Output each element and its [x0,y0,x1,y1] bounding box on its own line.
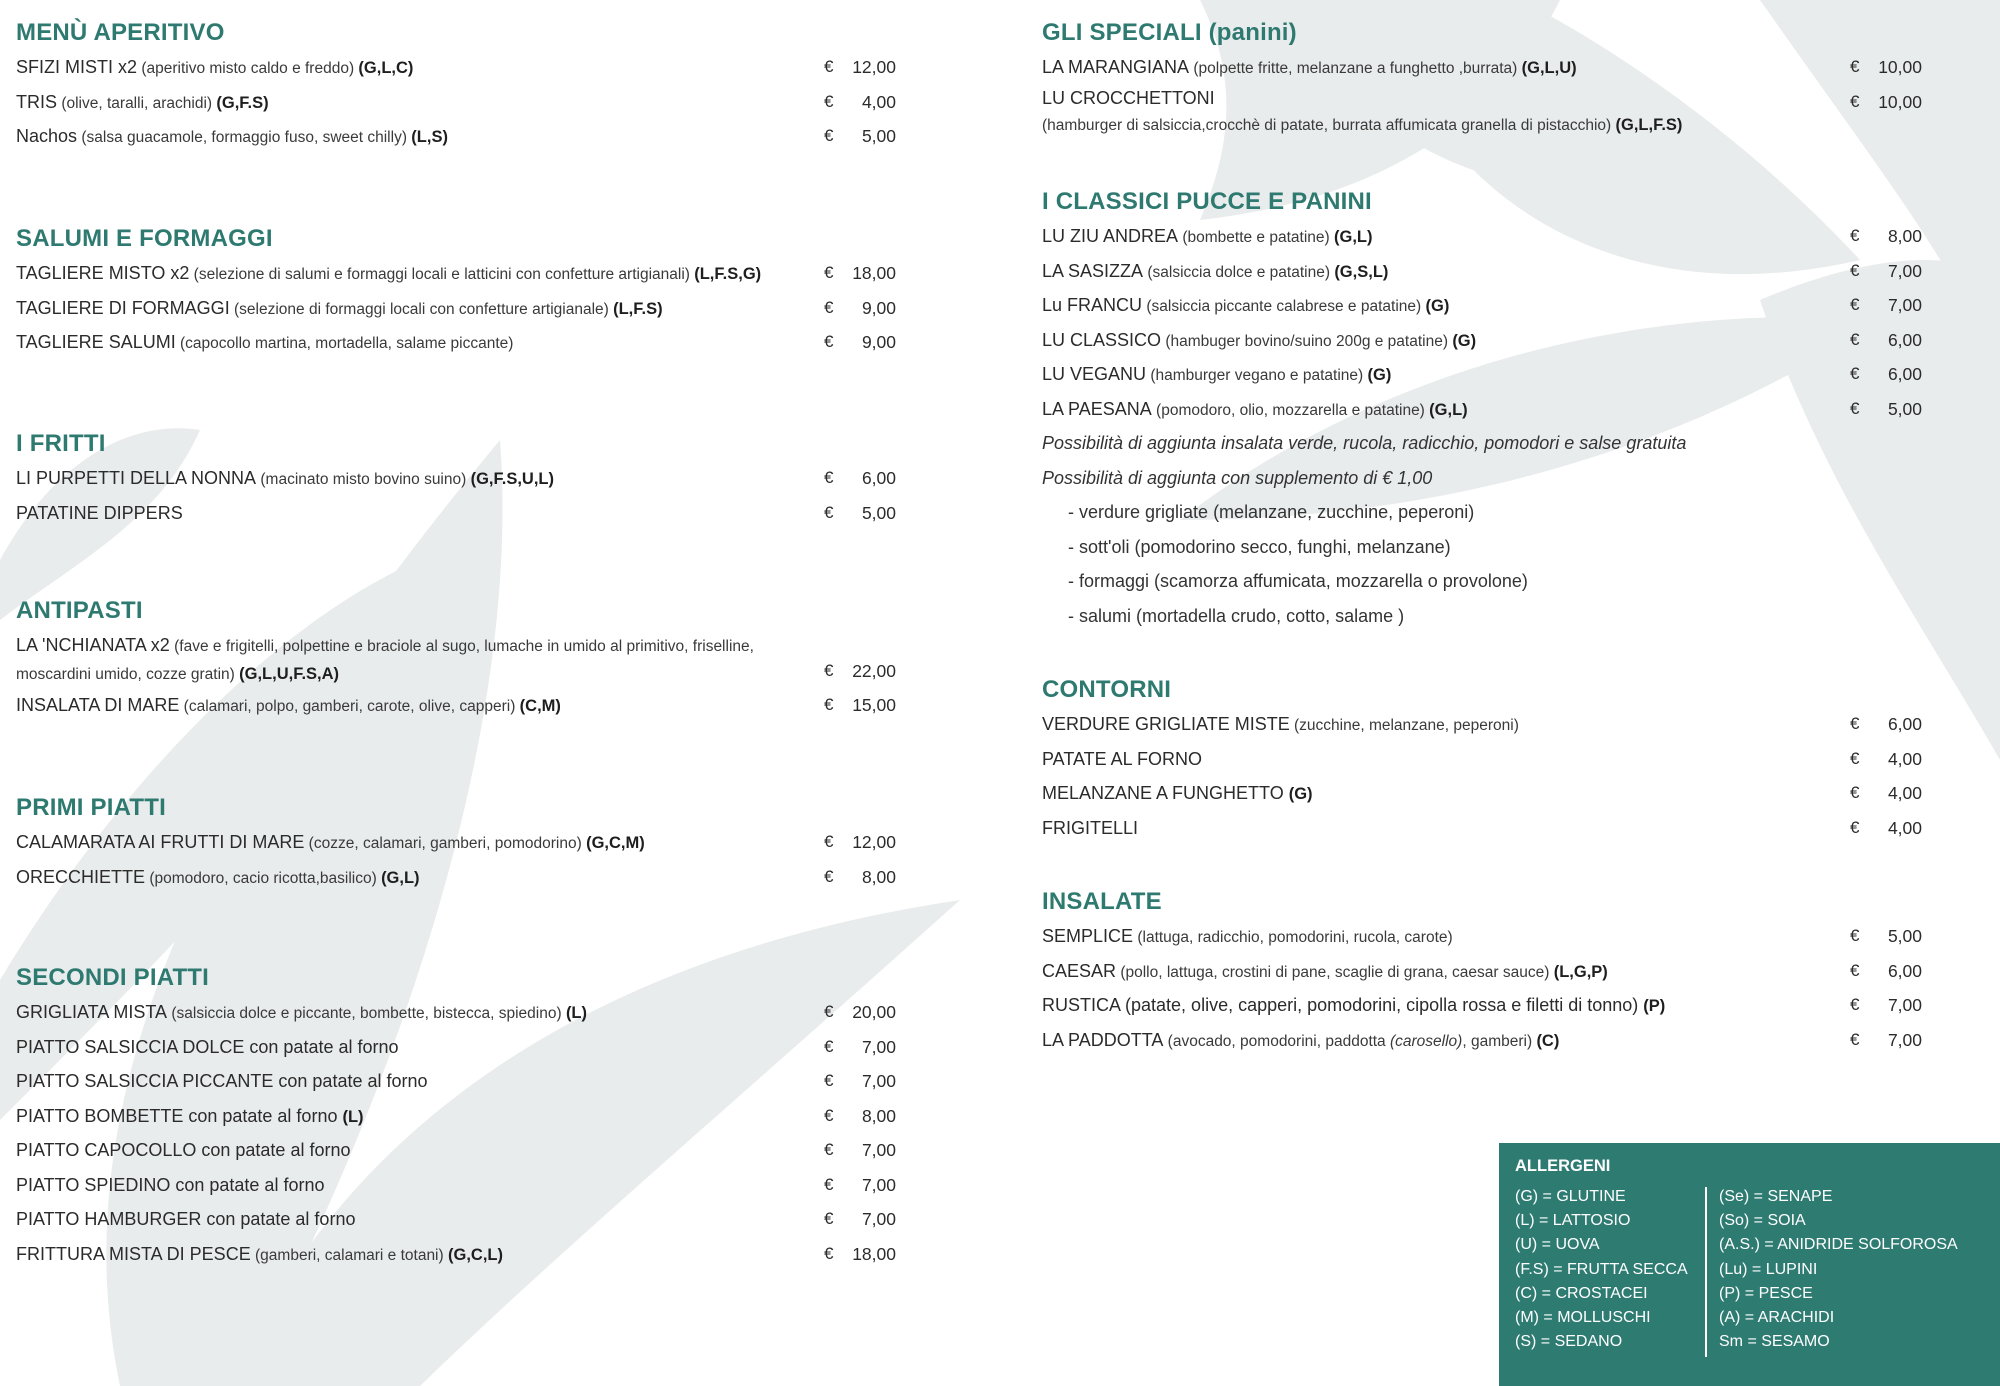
item-allergens: (L,F.S) [613,299,663,318]
menu-item [16,688,896,723]
section-title: I CLASSICI PUCCE E PANINI [1042,188,1372,215]
item-name: RUSTICA (patate, olive, capperi, pomodorini, cipolla rossa e filetti di tonno) [1042,995,1644,1015]
item-description: (salsiccia dolce e patatine) [1143,263,1335,281]
item-description: (olive, taralli, arachidi) [57,94,217,112]
item-list [1042,919,1922,1023]
item-allergens: (G,F.S,U,L) [470,470,555,488]
item-name: FRITTURA MISTA DI PESCE [16,1243,251,1264]
menu-item [16,85,896,120]
note-paid-additions: Possibilità di aggiunta con supplemento di € 1,00 [1042,467,1433,488]
allergen-entry: (A.S.) = ANIDRIDE SOLFOROSA [1719,1236,1958,1254]
item-name: LA PAESANA [1042,398,1152,419]
item-description: (zucchine, melanzane, peperoni) [1289,717,1519,734]
allergen-entry: (Se) = SENAPE [1719,1188,1833,1205]
item-list [1042,50,1922,85]
euro-sign: € [824,297,834,317]
item-allergens: (P) [1643,997,1666,1015]
item-price: 18,00 [852,1243,896,1264]
item-description: (avocado, pomodorini, paddotta [1163,1032,1390,1050]
item-name: ORECCHIETTE [16,866,146,887]
euro-sign: € [1850,57,1860,76]
item-description: (hambuger bovino/suino 200g e patatine) [1161,332,1453,350]
item-description: (bombette e patatine) [1178,229,1334,246]
section-fritti [16,427,896,530]
section-title: GLI SPECIALI (panini) [1042,19,1297,46]
euro-sign: € [1850,1029,1860,1049]
menu-item-nchianata [16,628,896,688]
section-title: PRIMI PIATTI [16,794,166,821]
item-allergens: (G,C,M) [586,834,645,852]
item-allergens: (G,L) [381,868,420,887]
section-insalate [1042,885,1922,1057]
section-title: ANTIPASTI [16,597,143,624]
allergen-entry: (G) = GLUTINE [1515,1188,1626,1205]
item-name: Lu FRANCU [1042,295,1143,315]
allergen-entry: (F.S) = FRUTTA SECCA [1515,1260,1688,1278]
sub-option: - sott'oli (pomodorino secco, funghi, melanzane) [1068,536,1451,557]
item-price: 7,00 [1887,1029,1922,1050]
item-description: (fave e frigitelli, polpettine e braciole al sugo, lumache in umido al primitivo, friselline, [169,638,754,655]
item-name: PIATTO CAPOCOLLO con patate al forno [16,1140,351,1160]
sub-option: - verdure grigliate (melanzane, zucchine, peperoni) [1068,502,1475,522]
item-price: 6,00 [861,468,896,488]
item-price: 5,00 [1887,926,1922,946]
menu-item [16,1099,896,1134]
item-name: TAGLIERE DI FORMAGGI [16,297,230,318]
menu-item [1042,811,1922,846]
item-name: LA PADDOTTA [1042,1029,1164,1050]
item-allergens: (G,L) [1334,228,1373,246]
item-description: (hamburger vegano e patatine) [1146,367,1368,384]
item-name: LA 'NCHIANATA x2 [16,635,170,655]
section-contorni [1042,673,1922,845]
item-description: (aperitivo misto caldo e freddo) [137,60,359,77]
item-price: 7,00 [861,1209,896,1229]
item-price: 7,00 [1887,995,1922,1015]
euro-sign: € [824,1140,834,1159]
item-description: (polpette fritte, melanzane a funghetto ,burrata) [1189,60,1522,77]
item-price: 6,00 [1887,329,1922,350]
item-allergens: (G,L) [1429,400,1468,419]
allergens-column-1 [1515,1185,1688,1354]
menu-item [16,825,896,860]
item-allergens: (L) [342,1107,364,1126]
item-name: VERDURE GRIGLIATE MISTE [1042,714,1290,734]
menu-item [1042,988,1922,1023]
note-free-additions: Possibilità di aggiunta insalata verde, rucola, radicchio, pomodori e salse gratuita [1042,433,1687,453]
allergen-entry: (U) = UOVA [1515,1236,1600,1254]
euro-sign: € [824,695,834,714]
euro-sign: € [824,661,834,680]
item-name: PIATTO BOMBETTE con patate al forno [16,1105,343,1126]
euro-sign: € [824,1174,834,1194]
item-list [16,50,896,154]
item-name: TAGLIERE SALUMI [16,332,176,352]
menu-item [1042,254,1922,289]
item-allergens: (G) [1452,331,1477,350]
section-salumi-formaggi [16,222,896,360]
item-price: 6,00 [1887,714,1922,734]
item-description: (gamberi, calamari e totani) [250,1246,448,1264]
item-allergens: (G,L,C) [358,59,414,77]
item-price: 9,00 [861,297,896,318]
euro-sign: € [1850,364,1860,383]
item-list [16,688,896,723]
section-title: CONTORNI [1042,676,1172,703]
item-price: 12,00 [852,57,896,77]
item-name: LU VEGANU [1042,364,1147,384]
item-list [16,461,896,530]
item-name: GRIGLIATA MISTA [16,1002,168,1022]
menu-item [16,1237,896,1272]
item-name: FRIGITELLI [1042,817,1139,838]
item-allergens: (G,L,U) [1521,59,1577,77]
item-name: PIATTO SALSICCIA DOLCE con patate al forno [16,1036,399,1057]
item-price: 10,00 [1878,91,1922,112]
item-list [16,256,896,360]
menu-item [16,50,896,85]
item-allergens: (G) [1367,366,1392,384]
item-description: (hamburger di salsiccia,crocchè di patate, burrata affumicata granella di pistacchio) [1042,116,1616,134]
section-title: INSALATE [1042,888,1162,915]
item-price: 7,00 [861,1036,896,1057]
euro-sign: € [824,1036,834,1056]
euro-sign: € [824,866,834,886]
item-price: 4,00 [1887,783,1922,803]
item-list [16,825,896,894]
allergen-entry: Sm = SESAMO [1719,1333,1830,1351]
item-name: LI PURPETTI DELLA NONNA [16,468,257,488]
item-allergens: (G) [1425,297,1450,315]
euro-sign: € [824,1105,834,1125]
item-description: (salsiccia dolce e piccante, bombette, bistecca, spiedino) [167,1005,566,1022]
euro-sign: € [1850,398,1860,418]
item-line-2 [16,660,896,688]
euro-sign: € [824,1243,834,1263]
allergen-entry: (M) = MOLLUSCHI [1515,1309,1651,1327]
euro-sign: € [1850,748,1860,768]
menu-item [1042,742,1922,777]
euro-sign: € [824,832,834,851]
item-name: LU CROCCHETTONI [1042,87,1215,108]
euro-sign: € [1850,226,1860,245]
item-price: 7,00 [1887,295,1922,315]
menu-item [1042,323,1922,358]
menu-item [16,1202,896,1237]
item-price: 20,00 [852,1002,896,1022]
menu-item [16,1064,896,1099]
item-name: LU ZIU ANDREA [1042,226,1179,246]
item-name: Nachos [16,126,78,146]
euro-sign: € [1850,926,1860,945]
menu-item [16,325,896,360]
section-classici-pucce-panini [1042,185,1922,633]
menu-item-paddotta [1042,1023,1922,1058]
euro-sign: € [824,91,834,111]
item-allergens: (G) [1288,785,1313,803]
item-price: 8,00 [1887,226,1922,246]
euro-sign: € [1850,260,1860,280]
menu-item [1042,357,1922,392]
item-price: 5,00 [1887,398,1922,419]
item-allergens: (G,L,F.S) [1615,115,1683,134]
item-description-italic: (carosello) [1389,1032,1463,1050]
item-price: 6,00 [1887,960,1922,981]
section-gli-speciali [1042,16,1922,145]
item-list [16,995,896,1271]
euro-sign: € [1850,91,1860,111]
menu-item [1042,219,1922,254]
item-price: 12,00 [852,832,896,852]
item-name: LA SASIZZA [1042,260,1144,281]
allergens-legend [1499,1143,2000,1386]
item-name: TAGLIERE MISTO x2 [16,263,190,283]
section-antipasti [16,594,896,723]
allergen-entry: (L) = LATTOSIO [1515,1212,1631,1230]
item-name: CALAMARATA AI FRUTTI DI MARE [16,832,305,852]
item-description: (pomodoro, olio, mozzarella e patatine) [1151,401,1430,419]
item-price: 7,00 [861,1071,896,1091]
item-allergens: (G,L,U,F.S,A) [239,665,340,683]
item-name: PIATTO HAMBURGER con patate al forno [16,1209,356,1229]
item-list [1042,219,1922,426]
euro-sign: € [824,1071,834,1090]
item-name: INSALATA DI MARE [16,695,180,715]
euro-sign: € [824,502,834,522]
item-name: CAESAR [1042,960,1117,981]
euro-sign: € [1850,783,1860,802]
item-name: SEMPLICE [1042,926,1134,946]
menu-item [16,1030,896,1065]
menu-item [16,860,896,895]
euro-sign: € [1850,817,1860,837]
menu-item [1042,50,1922,85]
menu-item [16,995,896,1030]
euro-sign: € [824,57,834,76]
item-description: (selezione di salumi e formaggi locali e latticini con confetture artigianali) [189,266,695,283]
menu-item [1042,919,1922,954]
item-price: 7,00 [861,1140,896,1160]
item-description: (cozze, calamari, gamberi, pomodorino) [304,835,587,852]
item-price: 5,00 [861,126,896,146]
menu-item [16,291,896,326]
item-name: PATATINE DIPPERS [16,502,183,523]
item-description: (salsa guacamole, formaggio fuso, sweet chilly) [77,129,412,146]
section-title: SECONDI PIATTI [16,964,210,991]
item-line-1 [1042,85,1922,111]
menu-item [1042,392,1922,427]
item-price: 9,00 [861,332,896,352]
item-price: 15,00 [852,695,896,715]
item-name: MELANZANE A FUNGHETTO [1042,783,1289,803]
menu-item [16,1168,896,1203]
item-description: moscardini umido, cozze gratin) [16,666,240,683]
item-line-2 [1042,111,1922,139]
item-name: SFIZI MISTI x2 [16,57,138,77]
euro-sign: € [824,468,834,487]
item-allergens: (C,M) [519,697,561,715]
item-name: PIATTO SPIEDINO con patate al forno [16,1174,325,1195]
allergen-entry: (A) = ARACHIDI [1719,1309,1835,1327]
allergen-entry: (C) = CROSTACEI [1515,1284,1648,1302]
item-allergens: (G,F.S) [216,93,269,112]
item-description: (selezione di formaggi locali con confetture artigianale) [229,300,614,318]
item-price: 10,00 [1878,57,1922,77]
item-allergens: (L,S) [411,128,448,146]
item-price: 8,00 [861,866,896,887]
sub-option: - salumi (mortadella crudo, cotto, salame ) [1068,605,1405,626]
menu-item [1042,776,1922,811]
item-description: , gamberi) [1462,1032,1537,1050]
menu-item [1042,954,1922,989]
item-name: PATATE AL FORNO [1042,748,1203,769]
euro-sign: € [1850,960,1860,980]
item-line-1 [16,632,896,660]
section-title: MENÙ APERITIVO [16,19,225,46]
item-price: 5,00 [861,502,896,523]
item-price: 4,00 [861,91,896,112]
menu-item [16,461,896,496]
section-secondi-piatti [16,961,896,1271]
item-price: 6,00 [1887,364,1922,384]
item-description: (calamari, polpo, gamberi, carote, olive, capperi) [179,698,520,715]
item-name: LU CLASSICO [1042,329,1162,350]
menu-item [16,119,896,154]
menu-item [16,256,896,291]
item-description: (capocollo martina, mortadella, salame piccante) [175,335,514,352]
menu-item [16,496,896,531]
item-name: PIATTO SALSICCIA PICCANTE con patate al forno [16,1071,428,1091]
allergens-divider [1705,1187,1707,1357]
item-allergens: (G,C,L) [447,1245,503,1264]
item-list [1042,707,1922,845]
item-allergens: (L,F.S,G) [694,265,762,283]
menu-item [16,1133,896,1168]
item-description: (lattuga, radicchio, pomodorini, rucola, carote) [1133,929,1453,946]
menu-item [1042,707,1922,742]
allergen-entry: (S) = SEDANO [1515,1333,1623,1351]
item-allergens: (G,S,L) [1334,262,1389,281]
item-price: 4,00 [1887,817,1922,838]
menu-item [1042,288,1922,323]
item-description: (macinato misto bovino suino) [256,471,471,488]
euro-sign: € [1850,295,1860,314]
allergens-column-2 [1719,1185,1958,1354]
item-allergens: (L) [565,1004,588,1022]
euro-sign: € [1850,995,1860,1014]
section-primi-piatti [16,791,896,894]
allergen-entry: (So) = SOIA [1719,1212,1806,1230]
euro-sign: € [824,126,834,145]
item-price: 8,00 [861,1105,896,1126]
section-title: I FRITTI [16,430,106,457]
allergens-title: ALLERGENI [1515,1157,1611,1175]
item-allergens: (C) [1536,1031,1560,1050]
allergen-entry: (Lu) = LUPINI [1719,1260,1818,1278]
menu-item-crocchettoni [1042,85,1922,145]
euro-sign: € [824,1209,834,1228]
item-price: 18,00 [852,263,896,283]
euro-sign: € [1850,329,1860,349]
item-name: TRIS [16,91,58,112]
item-description: (pomodoro, cacio ricotta,basilico) [145,869,382,887]
section-menu-aperitivo [16,16,896,154]
euro-sign: € [1850,714,1860,733]
euro-sign: € [824,263,834,282]
item-price: 4,00 [1887,748,1922,769]
item-allergens: (L,G,P) [1553,962,1608,981]
euro-sign: € [824,1002,834,1021]
item-description: (pollo, lattuga, crostini di pane, scaglie di grana, caesar sauce) [1116,963,1554,981]
item-price: 7,00 [1887,260,1922,281]
item-price: 7,00 [861,1174,896,1195]
allergen-entry: (P) = PESCE [1719,1284,1813,1302]
section-title: SALUMI E FORMAGGI [16,225,273,252]
euro-sign: € [824,332,834,351]
item-description: (salsiccia piccante calabrese e patatine) [1142,298,1426,315]
item-name: LA MARANGIANA [1042,57,1190,77]
sub-option: - formaggi (scamorza affumicata, mozzarella o provolone) [1068,571,1528,591]
item-price: 22,00 [852,661,896,681]
